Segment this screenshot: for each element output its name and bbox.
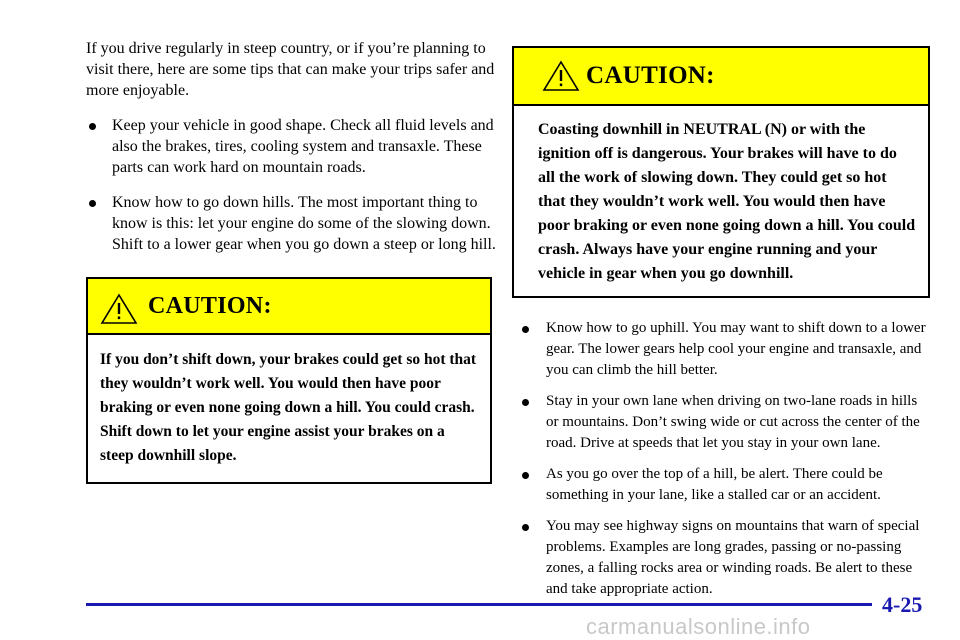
bullet-dot-icon bbox=[522, 399, 529, 406]
watermark: carmanualsonline.info bbox=[586, 614, 811, 639]
list-item-text: Know how to go uphill. You may want to shift down to a lower gear. The lower gears help cool your engine and transaxle, and you can climb the hill better. bbox=[546, 320, 926, 378]
list-item bbox=[86, 115, 496, 178]
intro-paragraph: If you drive regularly in steep country, or if you’re planning to visit there, here are some tips that can make your trips safer and more enjoyable. bbox=[86, 40, 495, 99]
bullet-dot-icon bbox=[522, 472, 529, 479]
caution-title: CAUTION: bbox=[586, 62, 715, 89]
list-item-text: Keep your vehicle in good shape. Check all fluid levels and also the brakes, tires, cooling system and transaxle. These parts can work hard on mountain roads. bbox=[112, 117, 494, 176]
left-column bbox=[86, 38, 496, 484]
bullet-dot-icon bbox=[522, 326, 529, 333]
caution-text: Coasting downhill in NEUTRAL (N) or with the ignition off is dangerous. Your brakes will have to do all the work of slowing down. They could get so hot that they wouldn’t work well. You would then have poor braking or even none going down a hill. You could crash. Always have your engine running and your vehicle in gear when you go downhill. bbox=[538, 121, 916, 282]
caution-box bbox=[86, 277, 492, 484]
caution-text: If you don’t shift down, your brakes could get so hot that they wouldn’t work well. You would then have poor braking or even none going down a hill. You could crash. Shift down to let your engine assist your brakes on a steep downhill slope. bbox=[100, 351, 477, 464]
warning-triangle-icon bbox=[542, 60, 580, 92]
list-item bbox=[86, 192, 496, 255]
warning-triangle-icon bbox=[100, 293, 138, 325]
list-item-text: As you go over the top of a hill, be alert. There could be something in your lane, like a stalled car or an accident. bbox=[546, 466, 883, 503]
tips-list bbox=[512, 318, 930, 600]
caution-title: CAUTION: bbox=[148, 292, 272, 319]
list-item bbox=[512, 464, 930, 506]
caution-header bbox=[514, 48, 928, 106]
right-column bbox=[512, 46, 930, 610]
list-item bbox=[512, 318, 930, 381]
footer-divider bbox=[86, 603, 872, 606]
list-item-text: Know how to go down hills. The most important thing to know is this: let your engine do some of the slowing down. Shift to a lower gear when you go down a steep or long hill. bbox=[112, 194, 496, 253]
caution-header bbox=[88, 279, 490, 335]
page-number: 4-25 bbox=[882, 592, 923, 617]
list-item-text: You may see highway signs on mountains that warn of special problems. Examples are long grades, passing or no-passing zones, a falling rocks area or winding roads. Be alert to these and take appropriate action. bbox=[546, 518, 920, 597]
bullet-dot-icon bbox=[522, 524, 529, 531]
list-item bbox=[512, 516, 930, 600]
bullet-dot-icon bbox=[89, 123, 96, 130]
list-item bbox=[512, 391, 930, 454]
bullet-dot-icon bbox=[89, 200, 96, 207]
list-item-text: Stay in your own lane when driving on two-lane roads in hills or mountains. Don’t swing wide or cut across the center of the road. Drive at speeds that let you stay in your own lane. bbox=[546, 393, 920, 451]
caution-box bbox=[512, 46, 930, 298]
